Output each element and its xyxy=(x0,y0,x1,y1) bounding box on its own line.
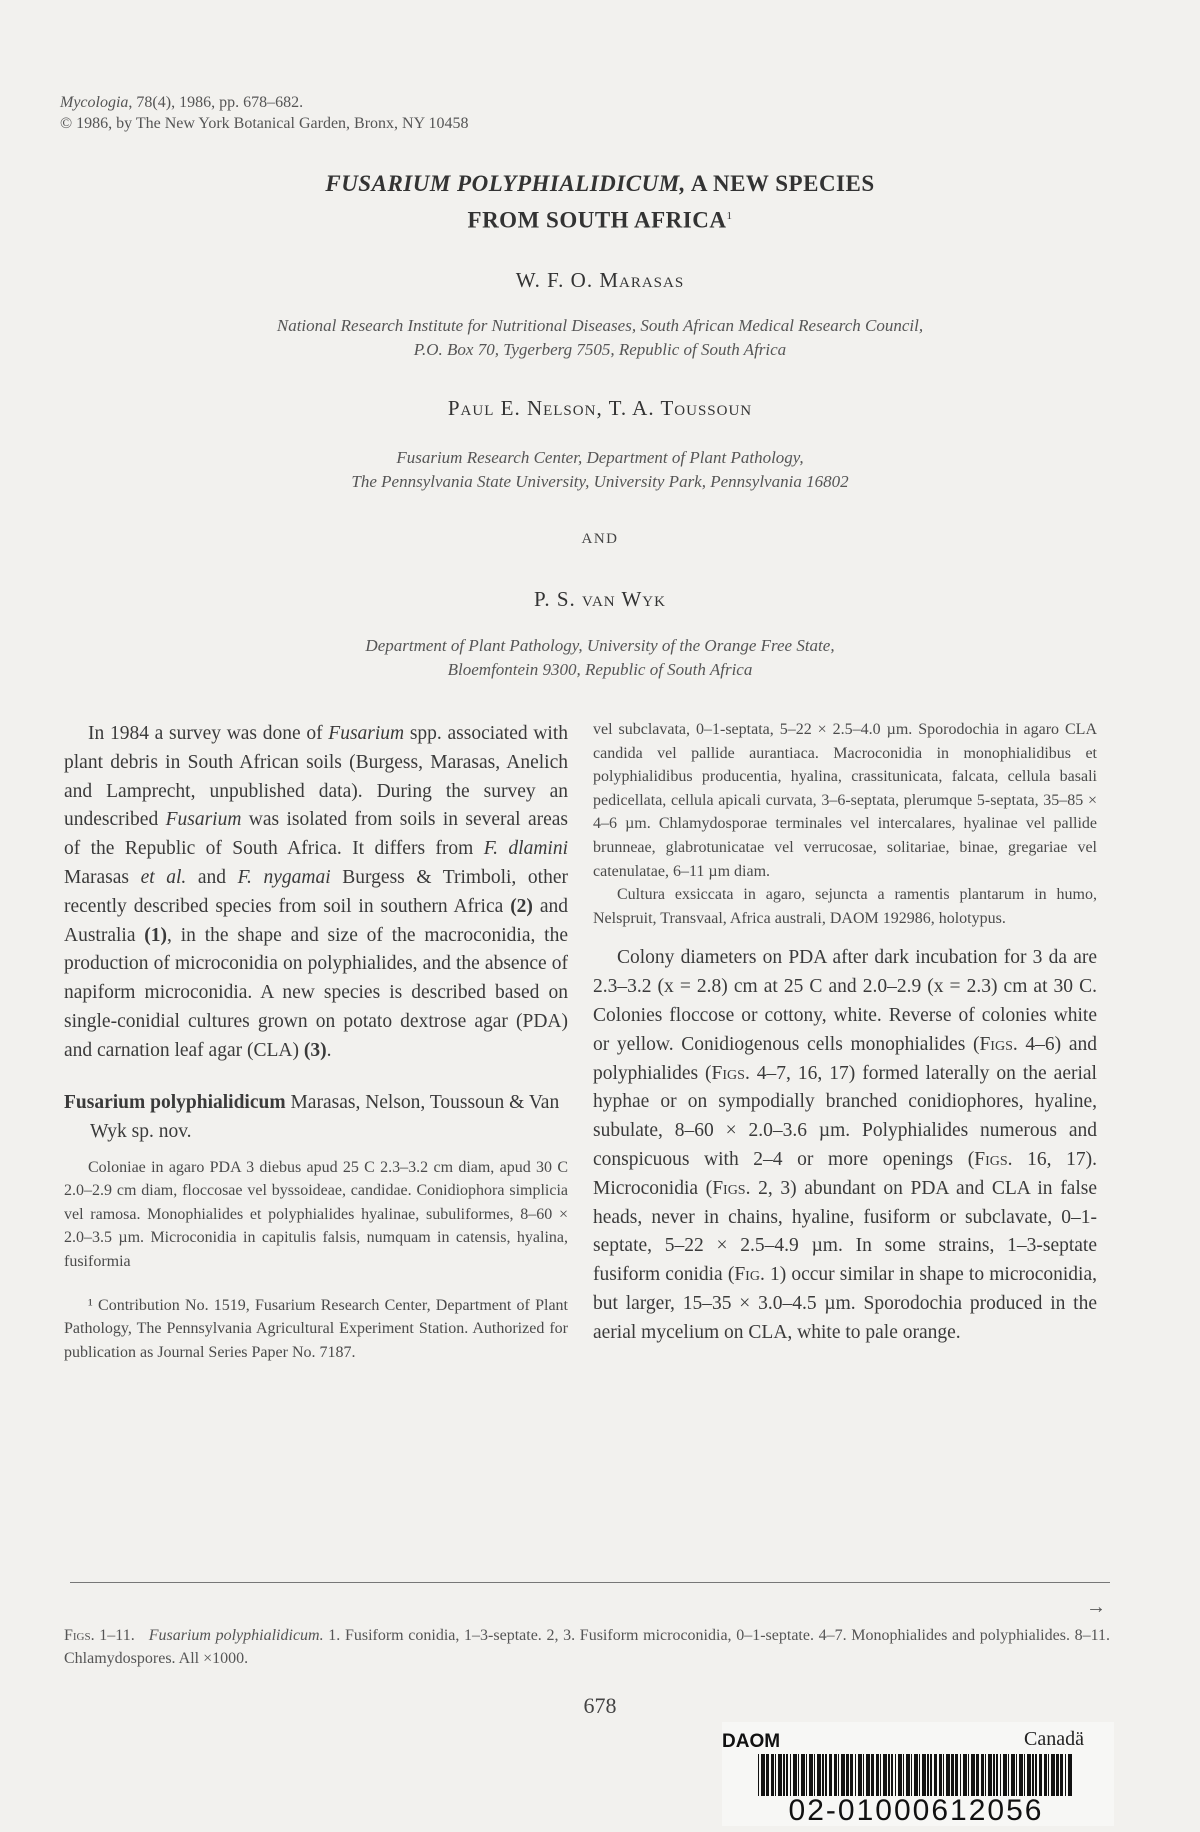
barcode-bar xyxy=(866,1754,870,1796)
affiliation-1-line-1: National Research Institute for Nutritional Diseases, South African Medical Research Council, xyxy=(276,316,924,335)
figure-label: Figs. 1–11. xyxy=(64,1627,135,1644)
barcode-bar xyxy=(766,1754,769,1796)
barcode-bar xyxy=(1056,1754,1059,1796)
barcode-bar xyxy=(1016,1754,1017,1796)
barcode-bar xyxy=(939,1754,942,1796)
barcode-bar xyxy=(963,1754,967,1796)
barcode-bar xyxy=(1003,1754,1007,1796)
barcode-bar xyxy=(1019,1754,1023,1796)
barcode xyxy=(756,1754,1076,1796)
barcode-bar xyxy=(988,1754,992,1796)
description-paragraph: Colony diameters on PDA after dark incubation for 3 da are 2.3–3.2 (x = 2.8) cm at 25 C and 2.0–2.9 (x = 2.3) cm at 30 C. Colonies floccose or cottony, white. Reverse of colonies white or yellow. Conidiogenous cells monophialides (Figs. 4–6) and polyphialides (Figs. 4–7, 16, 17) formed laterally on the aerial hyphae or on sympodially branched conidiophores, hyaline, subulate, 8–60 × 2.0–3.6 µm. Polyphialides numerous and conspicuous with 2–4 or more openings (Figs. 16, 17). Microconidia (Figs. 2, 3) abundant on PDA and CLA in false heads, never in chains, hyaline, fusiform or subclavate, 0–1-septate, 5–22 × 2.5–4.9 µm. In some strains, 1–3-septate fusiform conidia (Fig. 1) occur similar in shape to microconidia, but larger, 15–35 × 3.0–4.5 µm. Sporodochia produced in the aerial mycelium on CLA, white to pale orange. xyxy=(593,947,1098,1343)
herbarium-code: DAOM xyxy=(722,1731,781,1752)
barcode-bar xyxy=(876,1754,879,1796)
author-1: W. F. O. Marasas xyxy=(515,268,685,292)
barcode-bar xyxy=(783,1754,785,1796)
barcode-bar xyxy=(996,1754,998,1796)
barcode-bar xyxy=(1039,1754,1042,1796)
journal-name: Mycologia xyxy=(60,94,129,111)
journal-ref: , 78(4), 1986, pp. 678–682. xyxy=(128,94,304,111)
barcode-bar xyxy=(1065,1754,1066,1796)
barcode-bar xyxy=(822,1754,824,1796)
latin-description-continued: vel subclavata, 0–1-septata, 5–22 × 2.5–4.0 µm. Sporodochia in agaro CLA candida vel pallide aurantiaca. Macroconidia in monophialidibus et polyphialidibus producentia, hyalina, crassitunicata, falcata, cellula basali pedicellata, cellula apicali curvata, 3–6-septata, plerumque 5-septata, 35–85 × 4–6 µm. Chlamydosporae terminales vel intercalares, hyalinae vel pallide brunneae, glabrotunicatae vel verrucosae, solitariae, binae, gregariae vel catenulatae, 6–11 µm diam. xyxy=(593,721,1097,880)
copyright-line: © 1986, by The New York Botanical Garden, Bronx, NY 10458 xyxy=(60,115,469,132)
barcode-bar xyxy=(771,1754,774,1796)
barcode-bar xyxy=(1060,1754,1063,1796)
barcode-bar xyxy=(971,1754,975,1796)
barcode-bar xyxy=(891,1754,893,1796)
barcode-bar xyxy=(855,1754,856,1796)
barcode-bar xyxy=(911,1754,912,1796)
author-3: P. S. van Wyk xyxy=(534,587,666,611)
barcode-bar xyxy=(846,1754,849,1796)
affiliation-2 xyxy=(100,446,1100,494)
barcode-bar xyxy=(943,1754,944,1796)
barcode-bar xyxy=(761,1754,765,1796)
barcode-bar xyxy=(880,1754,881,1796)
continue-arrow: → xyxy=(1086,1596,1106,1618)
holotype-note: Cultura exsiccata in agaro, sejuncta a ramentis plantarum in humo, Nelspruit, Transvaal, Africa australi, DAOM 192986, holotypus. xyxy=(593,886,1097,927)
page-number: 678 xyxy=(583,1693,617,1718)
journal-citation xyxy=(60,92,469,113)
figure-caption xyxy=(64,1624,1110,1670)
footnote: ¹ Contribution No. 1519, Fusarium Research Center, Department of Plant Pathology, The Pennsylvania Agricultural Experiment Station. Authorized for publication as Journal Series Paper No. 7187. xyxy=(64,1296,568,1361)
barcode-bar xyxy=(1000,1754,1001,1796)
barcode-bar xyxy=(790,1754,791,1796)
barcode-bar xyxy=(895,1754,896,1796)
barcode-bar xyxy=(825,1754,827,1796)
barcode-bar xyxy=(930,1754,932,1796)
affiliation-2-line-2: The Pennsylvania State University, University Park, Pennsylvania 16802 xyxy=(351,472,849,491)
journal-header xyxy=(60,92,469,134)
barcode-bar xyxy=(968,1754,969,1796)
barcode-bar xyxy=(960,1754,961,1796)
affiliation-3 xyxy=(100,634,1100,682)
barcode-bar xyxy=(1027,1754,1031,1796)
species-heading xyxy=(64,1088,568,1146)
barcode-bar xyxy=(993,1754,995,1796)
barcode-bar xyxy=(976,1754,979,1796)
and-separator: AND xyxy=(581,531,619,547)
barcode-number: 02-01000612056 xyxy=(788,1794,1044,1827)
left-column xyxy=(64,720,568,1364)
barcode-bar xyxy=(841,1754,845,1796)
title-species: FUSARIUM POLYPHIALIDICUM, xyxy=(325,171,686,196)
title-line1-rest: A NEW SPECIES xyxy=(685,171,875,196)
barcode-bar xyxy=(888,1754,890,1796)
barcode-bar xyxy=(927,1754,929,1796)
figure-rule xyxy=(70,1582,1110,1583)
barcode-bar xyxy=(793,1754,797,1796)
barcode-bar xyxy=(798,1754,799,1796)
affiliation-3-line-2: Bloemfontein 9300, Republic of South Africa xyxy=(447,660,753,679)
latin-description: Coloniae in agaro PDA 3 diebus apud 25 C 2.3–3.2 cm diam, apud 30 C 2.0–2.9 cm diam, floccosae vel byssoideae, candidae. Conidiophora simplicia vel ramosa. Monophialides et polyphialides hyalinae, subuliformes, 8–60 × 2.0–3.5 µm. Microconidia in capitulis falsis, numquam in catensis, hyalina, fusiformia xyxy=(64,1158,568,1270)
barcode-bar xyxy=(817,1754,821,1796)
barcode-bar xyxy=(985,1754,986,1796)
barcode-bar xyxy=(834,1754,837,1796)
barcode-bar xyxy=(922,1754,926,1796)
barcode-bar xyxy=(946,1754,950,1796)
barcode-bar xyxy=(809,1754,813,1796)
title-footnote-mark: 1 xyxy=(726,210,733,222)
barcode-bar xyxy=(838,1754,839,1796)
species-authority: Marasas, Nelson, Toussoun & Van Wyk sp. nov. xyxy=(90,1091,560,1142)
intro-paragraph: In 1984 a survey was done of Fusarium spp. associated with plant debris in South African soils (Burgess, Marasas, Anelich and Lamprecht, unpublished data). During the survey an undescribed Fusarium was isolated from soils in several areas of the Republic of South Africa. It differs from F. dlamini Marasas et al. and F. nygamai Burgess & Trimboli, other recently described species from soil in southern Africa (2) and Australia (1), in the shape and size of the macroconidia, the production of microconidia on polyphialides, and the absence of napiform microconidia. A new species is described based on single-conidial cultures grown on potato dextrose agar (PDA) and carnation leaf agar (CLA) (3). xyxy=(64,723,569,1061)
affiliation-1 xyxy=(100,314,1100,362)
barcode-bar xyxy=(806,1754,807,1796)
barcode-bar xyxy=(898,1754,902,1796)
barcode-bar xyxy=(1024,1754,1025,1796)
species-name: Fusarium polyphialidicum xyxy=(64,1091,286,1113)
barcode-bar xyxy=(829,1754,832,1796)
barcode-bar xyxy=(1032,1754,1034,1796)
barcode-bar xyxy=(758,1754,759,1796)
barcode-bar xyxy=(951,1754,954,1796)
barcode-bar xyxy=(883,1754,887,1796)
affiliation-2-line-1: Fusarium Research Center, Department of Plant Pathology, xyxy=(396,448,804,467)
barcode-bar xyxy=(955,1754,958,1796)
barcode-bar xyxy=(801,1754,805,1796)
figure-text: 1. Fusiform conidia, 1–3-septate. 2, 3. Fusiform microconidia, 0–1-septate. 4–7. Monophialides and polyphialides. 8–11. Chlamydospores. All ×1000. xyxy=(64,1627,1111,1667)
barcode-bar xyxy=(934,1754,937,1796)
barcode-bar xyxy=(906,1754,910,1796)
barcode-bar xyxy=(871,1754,874,1796)
barcode-bar xyxy=(778,1754,782,1796)
article-title xyxy=(100,168,1100,237)
barcode-bar xyxy=(775,1754,776,1796)
title-line2: FROM SOUTH AFRICA xyxy=(467,207,727,233)
barcode-bar xyxy=(919,1754,920,1796)
figure-species: Fusarium polyphialidicum. xyxy=(148,1627,324,1644)
barcode-bar xyxy=(1011,1754,1015,1796)
barcode-bar xyxy=(1044,1754,1047,1796)
barcode-bar xyxy=(981,1754,984,1796)
affiliation-1-line-2: P.O. Box 70, Tygerberg 7505, Republic of South Africa xyxy=(413,340,787,359)
barcode-bar xyxy=(1051,1754,1055,1796)
specimen-label xyxy=(722,1722,1114,1826)
barcode-bar xyxy=(863,1754,864,1796)
right-column xyxy=(593,718,1097,1348)
barcode-bar xyxy=(814,1754,815,1796)
affiliation-3-line-1: Department of Plant Pathology, University of the Orange Free State, xyxy=(365,636,835,655)
barcode-bar xyxy=(858,1754,862,1796)
barcode-bar xyxy=(1068,1754,1072,1796)
canada-wordmark: Canadä xyxy=(1024,1728,1084,1750)
author-2: Paul E. Nelson, T. A. Toussoun xyxy=(447,396,753,420)
barcode-bar xyxy=(903,1754,904,1796)
barcode-bar xyxy=(786,1754,788,1796)
barcode-bar xyxy=(1008,1754,1009,1796)
barcode-bar xyxy=(1048,1754,1049,1796)
barcode-bar xyxy=(850,1754,853,1796)
barcode-bar xyxy=(914,1754,918,1796)
barcode-bar xyxy=(1035,1754,1037,1796)
